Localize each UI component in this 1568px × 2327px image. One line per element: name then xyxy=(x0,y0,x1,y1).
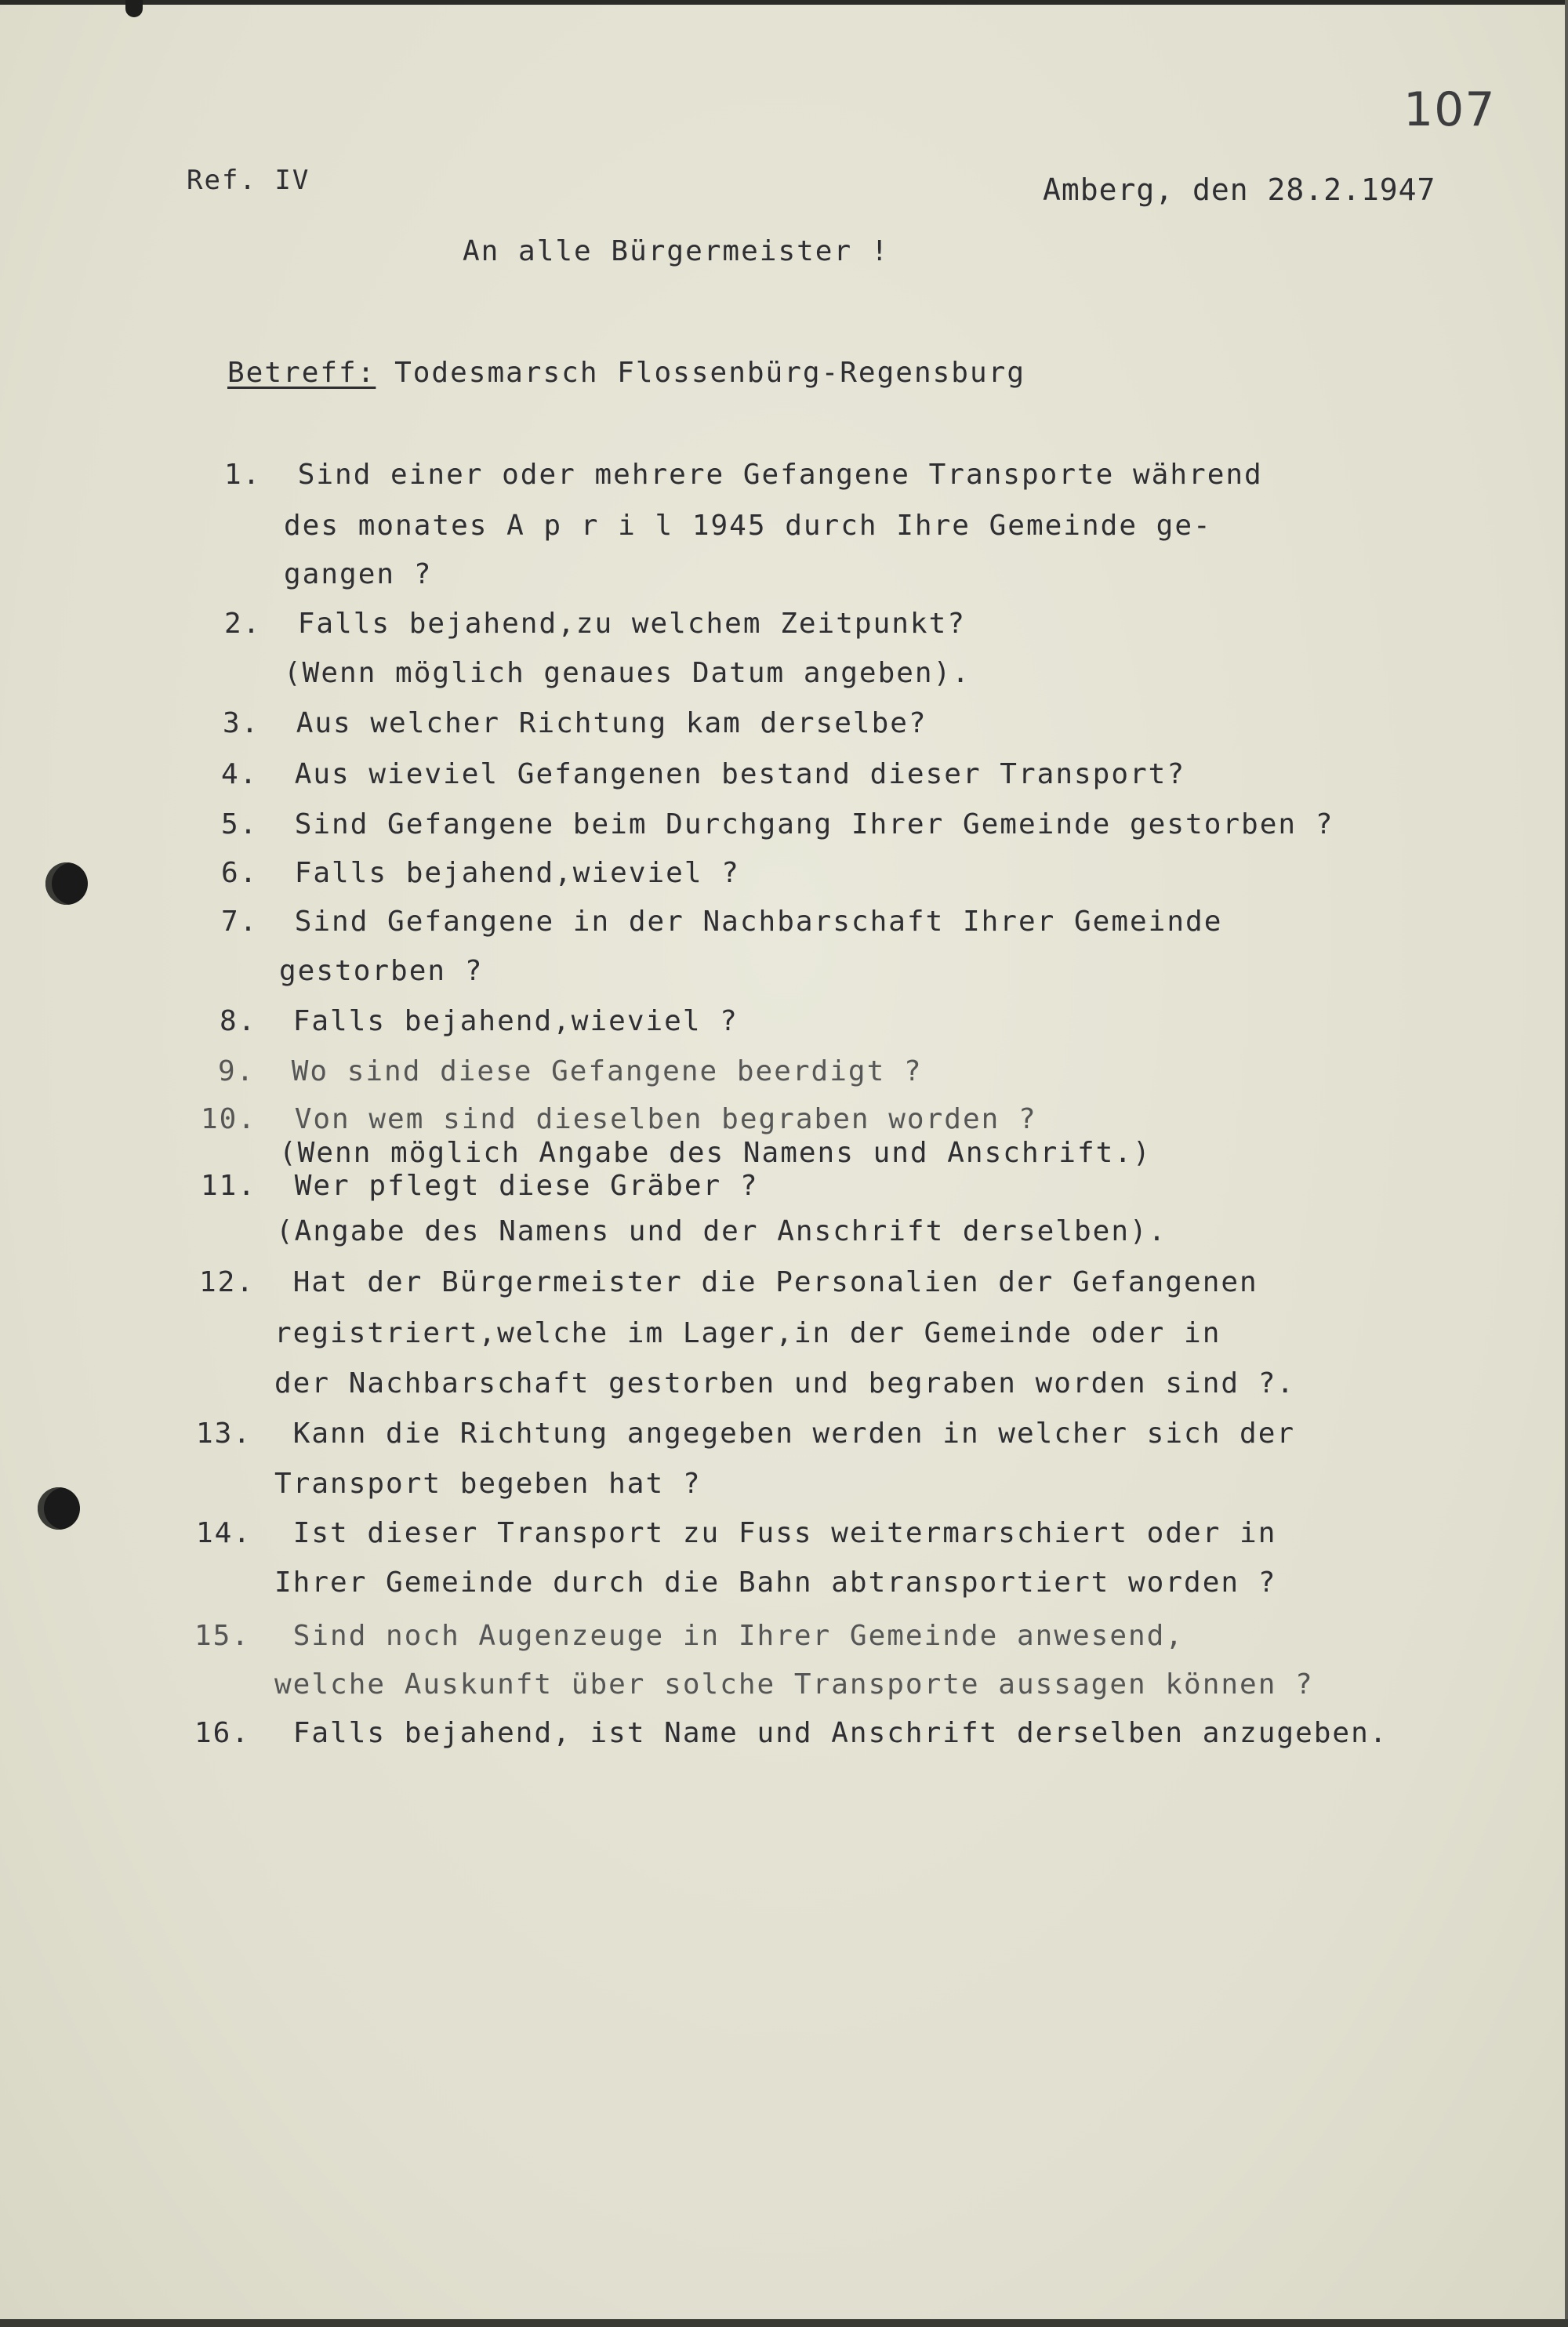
question-text-continued: Ihrer Gemeinde durch die Bahn abtransportiert worden ? xyxy=(274,1566,1277,1599)
question-number: 7. xyxy=(221,906,259,938)
question-number: 11. xyxy=(201,1170,257,1202)
question-text: Falls bejahend,zu welchem Zeitpunkt? xyxy=(297,608,966,640)
question-text: Sind noch Augenzeuge in Ihrer Gemeinde anwesend, xyxy=(292,1620,1185,1652)
question-text: Sind Gefangene in der Nachbarschaft Ihrer Gemeinde xyxy=(294,906,1223,938)
question-text: Kann die Richtung angegeben werden in welcher sich der xyxy=(292,1418,1296,1450)
question-text: Ist dieser Transport zu Fuss weitermarschiert oder in xyxy=(292,1517,1277,1549)
question-item xyxy=(224,459,1263,491)
subject-line xyxy=(227,357,1025,389)
folio-number: 107 xyxy=(1403,82,1496,137)
question-number: 12. xyxy=(199,1266,256,1298)
question-number: 9. xyxy=(218,1055,256,1087)
question-text: Sind einer oder mehrere Gefangene Transporte während xyxy=(297,459,1263,491)
subject-label: Betreff: xyxy=(227,357,376,389)
question-item xyxy=(220,1005,739,1037)
question-number: 1. xyxy=(224,459,262,491)
subject-text: Todesmarsch Flossenbürg-Regensburg xyxy=(394,357,1025,389)
question-text: Hat der Bürgermeister die Personalien der Gefangenen xyxy=(292,1266,1258,1298)
question-item xyxy=(224,608,966,640)
question-text: Falls bejahend,wieviel ? xyxy=(292,1005,739,1037)
question-item xyxy=(196,1517,1276,1549)
question-item xyxy=(196,1418,1295,1450)
question-item xyxy=(221,808,1334,840)
question-number: 2. xyxy=(224,608,262,640)
question-item xyxy=(201,1170,759,1202)
question-text: Aus wieviel Gefangenen bestand dieser Transport? xyxy=(294,758,1186,790)
question-item xyxy=(221,857,740,889)
question-text-continued: Transport begeben hat ? xyxy=(274,1468,702,1500)
question-text: Sind Gefangene beim Durchgang Ihrer Gemeinde gestorben ? xyxy=(294,808,1334,840)
question-number: 10. xyxy=(201,1103,257,1135)
question-number: 4. xyxy=(221,758,259,790)
question-item xyxy=(218,1055,923,1087)
question-number: 15. xyxy=(194,1620,251,1652)
question-text-continued: welche Auskunft über solche Transporte aussagen können ? xyxy=(274,1668,1314,1701)
question-text: Von wem sind dieselben begraben worden ? xyxy=(294,1103,1037,1135)
page-right-edge xyxy=(1565,0,1568,2327)
question-text-continued: gangen ? xyxy=(284,558,433,590)
greeting-line: An alle Bürgermeister ! xyxy=(463,235,890,267)
question-number: 16. xyxy=(194,1717,251,1749)
question-number: 14. xyxy=(196,1517,252,1549)
question-number: 13. xyxy=(196,1418,252,1450)
question-text-continued: (Wenn möglich Angabe des Namens und Anschrift.) xyxy=(279,1137,1152,1169)
question-text-continued: (Angabe des Namens und der Anschrift derselben). xyxy=(276,1215,1167,1247)
question-number: 8. xyxy=(220,1005,257,1037)
question-text: Wer pflegt diese Gräber ? xyxy=(294,1170,759,1202)
question-item xyxy=(199,1266,1258,1298)
place-date-line: Amberg, den 28.2.1947 xyxy=(1043,172,1436,207)
page-bottom-edge xyxy=(0,2319,1568,2327)
question-number: 5. xyxy=(221,808,259,840)
question-number: 6. xyxy=(221,857,259,889)
question-text: Aus welcher Richtung kam derselbe? xyxy=(296,707,927,739)
question-text-continued: der Nachbarschaft gestorben und begraben worden sind ?. xyxy=(274,1367,1296,1399)
question-item xyxy=(223,707,927,739)
question-text: Wo sind diese Gefangene beerdigt ? xyxy=(291,1055,923,1087)
question-text-continued: (Wenn möglich genaues Datum angeben). xyxy=(284,657,971,689)
page-top-edge xyxy=(0,0,1568,5)
question-item xyxy=(221,906,1222,938)
question-text: Falls bejahend,wieviel ? xyxy=(294,857,740,889)
question-item xyxy=(201,1103,1037,1135)
question-text: Falls bejahend, ist Name und Anschrift derselben anzugeben. xyxy=(292,1717,1388,1749)
staple-mark xyxy=(125,0,143,17)
punch-hole-lower xyxy=(38,1487,80,1530)
question-item xyxy=(194,1620,1184,1652)
question-item xyxy=(194,1717,1388,1749)
question-text-continued: des monates A p r i l 1945 durch Ihre Gemeinde ge- xyxy=(284,510,1212,542)
question-text-continued: gestorben ? xyxy=(279,955,484,987)
question-item xyxy=(221,758,1185,790)
reference-code: Ref. IV xyxy=(187,165,310,196)
question-number: 3. xyxy=(223,707,260,739)
question-text-continued: registriert,welche im Lager,in der Gemeinde oder in xyxy=(274,1317,1221,1349)
punch-hole-upper xyxy=(45,862,88,905)
